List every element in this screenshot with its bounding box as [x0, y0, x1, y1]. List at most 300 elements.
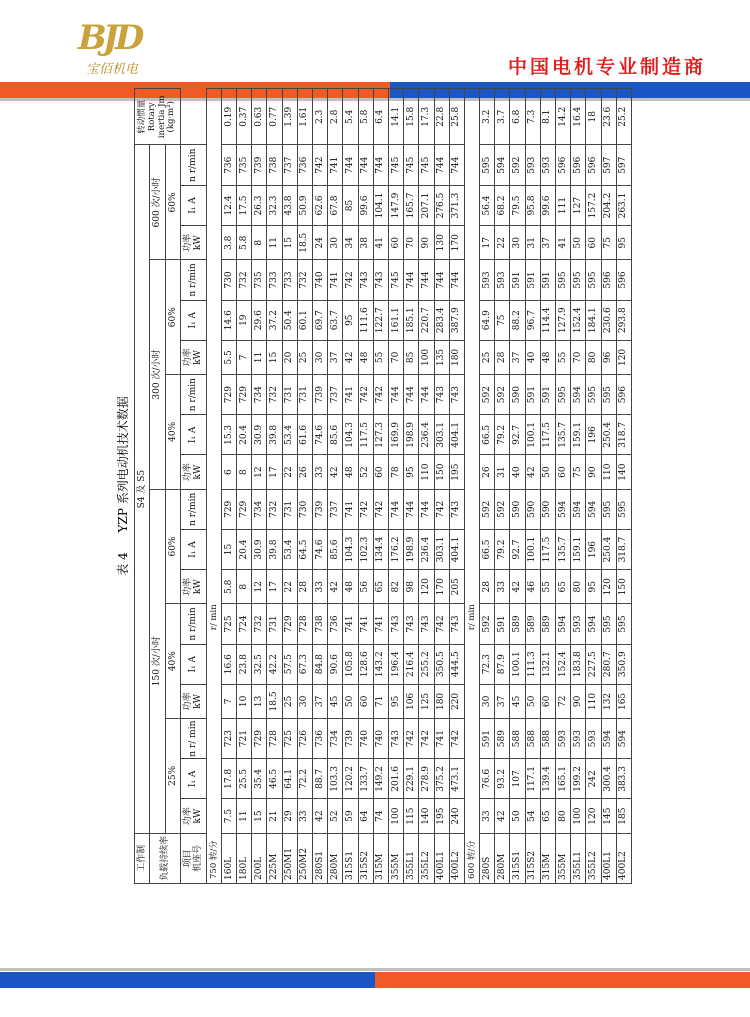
- value-cell: 37: [510, 340, 525, 374]
- value-cell: 723: [221, 719, 236, 759]
- value-cell: 78: [388, 455, 403, 489]
- value-cell: 41: [556, 226, 571, 260]
- inertia-cell: 18: [586, 89, 601, 146]
- value-cell: 740: [313, 260, 328, 300]
- value-cell: 135.7: [556, 529, 571, 569]
- value-cell: 593: [556, 719, 571, 759]
- inertia-cell: 6.4: [373, 89, 388, 146]
- inertia-cell: 25.2: [616, 89, 631, 146]
- value-cell: 117.5: [358, 415, 373, 455]
- unit-header-speed: n r/min: [181, 145, 207, 185]
- value-cell: 60: [556, 455, 571, 489]
- unit-header-power: 功率 kW: [181, 570, 207, 604]
- value-cell: 11: [267, 226, 282, 260]
- table-row: [373, 89, 388, 884]
- value-cell: 744: [419, 260, 434, 300]
- value-cell: 132: [601, 684, 616, 718]
- table-row: [404, 89, 419, 884]
- value-cell: 595: [616, 489, 631, 529]
- value-cell: 591: [525, 260, 540, 300]
- value-cell: 59: [343, 799, 358, 833]
- value-cell: 734: [252, 375, 267, 415]
- value-cell: 90: [571, 684, 586, 718]
- table-row: [586, 89, 601, 884]
- value-cell: 50: [510, 799, 525, 833]
- value-cell: 26: [480, 455, 495, 489]
- value-cell: 595: [586, 260, 601, 300]
- model-cell: 355L2: [586, 833, 601, 883]
- value-cell: 161.1: [388, 300, 403, 340]
- inertia-cell: 5.8: [358, 89, 373, 146]
- value-cell: 597: [616, 145, 631, 185]
- value-cell: 102.3: [358, 529, 373, 569]
- value-cell: 588: [510, 719, 525, 759]
- value-cell: 728: [267, 719, 282, 759]
- value-cell: 38: [358, 226, 373, 260]
- value-cell: 732: [252, 604, 267, 644]
- value-cell: 227.5: [586, 644, 601, 684]
- value-cell: 92.7: [510, 415, 525, 455]
- value-cell: 95: [586, 570, 601, 604]
- table-row: [480, 89, 495, 884]
- model-cell: 400L1: [601, 833, 616, 883]
- value-cell: 100.1: [510, 644, 525, 684]
- value-cell: 8: [252, 226, 267, 260]
- value-cell: 742: [434, 489, 449, 529]
- value-cell: 159.1: [571, 415, 586, 455]
- inertia-cell: 2.3: [313, 89, 328, 146]
- value-cell: 318.7: [616, 529, 631, 569]
- value-cell: 721: [237, 719, 252, 759]
- value-cell: 45: [328, 684, 343, 718]
- value-cell: 35.4: [252, 759, 267, 799]
- value-cell: 7: [221, 684, 236, 718]
- value-cell: 88.7: [313, 759, 328, 799]
- value-cell: 185: [616, 799, 631, 833]
- model-cell: 400L2: [449, 833, 464, 883]
- value-cell: 283.4: [434, 300, 449, 340]
- value-cell: 745: [404, 145, 419, 185]
- value-cell: 69.7: [313, 300, 328, 340]
- value-cell: 52: [328, 799, 343, 833]
- value-cell: 140: [616, 455, 631, 489]
- model-cell: 355L2: [419, 833, 434, 883]
- value-cell: 48: [343, 570, 358, 604]
- unit-header-power: 功率 kW: [181, 340, 207, 374]
- value-cell: 207.1: [419, 185, 434, 225]
- value-cell: 165: [616, 684, 631, 718]
- value-cell: 742: [358, 489, 373, 529]
- value-cell: 134.4: [373, 529, 388, 569]
- s4s5-header: S4 及 S5: [135, 145, 150, 833]
- value-cell: 85.6: [328, 415, 343, 455]
- value-cell: 730: [297, 489, 312, 529]
- value-cell: 740: [373, 719, 388, 759]
- value-cell: 592: [480, 375, 495, 415]
- section-label: [206, 89, 221, 884]
- value-cell: 734: [328, 719, 343, 759]
- bottom-divider: [0, 968, 750, 971]
- value-cell: 593: [495, 260, 510, 300]
- value-cell: 150: [434, 455, 449, 489]
- value-cell: 128.6: [358, 644, 373, 684]
- value-cell: 404.1: [449, 415, 464, 455]
- section-750: [206, 89, 221, 884]
- unit-header-power: 功率 kW: [181, 684, 207, 718]
- inertia-cell: 0.19: [221, 89, 236, 146]
- value-cell: 198.9: [404, 415, 419, 455]
- value-cell: 28: [480, 570, 495, 604]
- value-cell: 371.3: [449, 185, 464, 225]
- unit-header-power: 功率 kW: [181, 226, 207, 260]
- unit-header-speed: n r/ min: [181, 719, 207, 759]
- value-cell: 590: [525, 489, 540, 529]
- value-cell: 32.5: [252, 644, 267, 684]
- value-cell: 742: [404, 719, 419, 759]
- value-cell: 236.4: [419, 415, 434, 455]
- value-cell: 105.8: [343, 644, 358, 684]
- value-cell: 589: [495, 719, 510, 759]
- model-cell: 225M: [267, 833, 282, 883]
- value-cell: 741: [328, 145, 343, 185]
- duty-60-header: 60%: [165, 145, 180, 260]
- unit-header-current: I₁ A: [181, 415, 207, 455]
- value-cell: 593: [540, 145, 555, 185]
- value-cell: 594: [495, 145, 510, 185]
- value-cell: 589: [540, 604, 555, 644]
- value-cell: 589: [510, 604, 525, 644]
- value-cell: 100: [388, 799, 403, 833]
- value-cell: 180: [449, 340, 464, 374]
- value-cell: 404.1: [449, 529, 464, 569]
- value-cell: 60: [373, 455, 388, 489]
- value-cell: 46.5: [267, 759, 282, 799]
- value-cell: 60: [540, 684, 555, 718]
- value-cell: 120.2: [343, 759, 358, 799]
- value-cell: 595: [480, 145, 495, 185]
- value-cell: 17: [267, 455, 282, 489]
- value-cell: 742: [313, 145, 328, 185]
- value-cell: 65: [373, 570, 388, 604]
- value-cell: 14.6: [221, 300, 236, 340]
- value-cell: 60: [586, 226, 601, 260]
- value-cell: 67.8: [328, 185, 343, 225]
- value-cell: 93.2: [495, 759, 510, 799]
- value-cell: 5.8: [237, 226, 252, 260]
- logo-subtitle: 宝佰机电: [86, 62, 139, 77]
- value-cell: 743: [358, 260, 373, 300]
- value-cell: 726: [297, 719, 312, 759]
- unit-header-power: 功率 kW: [181, 799, 207, 833]
- table-row: [252, 89, 267, 884]
- value-cell: 25: [480, 340, 495, 374]
- table-row: [358, 89, 373, 884]
- value-cell: 43.8: [282, 185, 297, 225]
- value-cell: 139.4: [540, 759, 555, 799]
- value-cell: 60: [388, 226, 403, 260]
- value-cell: 742: [343, 260, 358, 300]
- value-cell: 729: [237, 375, 252, 415]
- inertia-cell: 1.39: [282, 89, 297, 146]
- value-cell: 595: [556, 260, 571, 300]
- value-cell: 72.2: [297, 759, 312, 799]
- value-cell: 30: [313, 340, 328, 374]
- value-cell: 318.7: [616, 415, 631, 455]
- model-cell: 315S2: [525, 833, 540, 883]
- value-cell: 596: [616, 375, 631, 415]
- value-cell: 135: [434, 340, 449, 374]
- section-unit: r/ min: [208, 604, 219, 631]
- value-cell: 741: [328, 260, 343, 300]
- value-cell: 106: [404, 684, 419, 718]
- value-cell: 276.5: [434, 185, 449, 225]
- table-row: [419, 89, 434, 884]
- value-cell: 120: [419, 570, 434, 604]
- value-cell: 127.9: [556, 300, 571, 340]
- value-cell: 11: [252, 340, 267, 374]
- value-cell: 236.4: [419, 529, 434, 569]
- value-cell: 99.6: [540, 185, 555, 225]
- value-cell: 731: [267, 604, 282, 644]
- value-cell: 30: [510, 226, 525, 260]
- value-cell: 590: [510, 489, 525, 529]
- value-cell: 39.8: [267, 415, 282, 455]
- table-title: YZP 系列电动机技术数据: [116, 396, 130, 533]
- value-cell: 595: [571, 260, 586, 300]
- unit-header-power: 功率 kW: [181, 455, 207, 489]
- table-row: [434, 89, 449, 884]
- value-cell: 42: [328, 570, 343, 604]
- value-cell: 95: [388, 684, 403, 718]
- value-cell: 39.8: [267, 529, 282, 569]
- value-cell: 66.5: [480, 415, 495, 455]
- value-cell: 201.6: [388, 759, 403, 799]
- value-cell: 731: [282, 489, 297, 529]
- motor-data-table: [134, 88, 632, 884]
- value-cell: 729: [221, 375, 236, 415]
- inertia-cell: 8.1: [540, 89, 555, 146]
- value-cell: 79.2: [495, 415, 510, 455]
- value-cell: 594: [571, 375, 586, 415]
- value-cell: 72.3: [480, 644, 495, 684]
- value-cell: 738: [267, 145, 282, 185]
- value-cell: 85: [343, 185, 358, 225]
- value-cell: 53.4: [282, 415, 297, 455]
- value-cell: 79.2: [495, 529, 510, 569]
- value-cell: 736: [328, 604, 343, 644]
- value-cell: 42: [525, 455, 540, 489]
- value-cell: 74.6: [313, 529, 328, 569]
- value-cell: 593: [571, 604, 586, 644]
- value-cell: 152.4: [571, 300, 586, 340]
- value-cell: 594: [586, 604, 601, 644]
- value-cell: 280.7: [601, 644, 616, 684]
- value-cell: 90.6: [328, 644, 343, 684]
- table-row: [616, 89, 631, 884]
- value-cell: 42: [328, 455, 343, 489]
- value-cell: 135.7: [556, 415, 571, 455]
- value-cell: 729: [282, 604, 297, 644]
- value-cell: 591: [480, 719, 495, 759]
- value-cell: 739: [252, 145, 267, 185]
- table-row: [328, 89, 343, 884]
- value-cell: 588: [540, 719, 555, 759]
- value-cell: 140: [419, 799, 434, 833]
- value-cell: 263.1: [616, 185, 631, 225]
- model-header: 机座号: [193, 844, 204, 872]
- value-cell: 6: [221, 455, 236, 489]
- value-cell: 738: [313, 604, 328, 644]
- value-cell: 54: [525, 799, 540, 833]
- value-cell: 733: [282, 260, 297, 300]
- value-cell: 19: [237, 300, 252, 340]
- value-cell: 3.8: [221, 226, 236, 260]
- header-row-workmode: [135, 89, 150, 884]
- value-cell: 120: [586, 799, 601, 833]
- section-unit: r/ min: [466, 604, 477, 631]
- value-cell: 590: [510, 375, 525, 415]
- value-cell: 742: [449, 719, 464, 759]
- value-cell: 75: [495, 300, 510, 340]
- value-cell: 25.5: [237, 759, 252, 799]
- value-cell: 26: [297, 455, 312, 489]
- value-cell: 132.1: [540, 644, 555, 684]
- value-cell: 42: [313, 799, 328, 833]
- value-cell: 303.1: [434, 415, 449, 455]
- table-number: 表 4: [116, 552, 130, 576]
- table-row: [388, 89, 403, 884]
- value-cell: 50: [571, 226, 586, 260]
- table-row: [449, 89, 464, 884]
- model-cell: 280M: [495, 833, 510, 883]
- value-cell: 17: [480, 226, 495, 260]
- value-cell: 133.7: [358, 759, 373, 799]
- duty-40-header: 40%: [165, 604, 180, 719]
- value-cell: 30: [297, 684, 312, 718]
- value-cell: 593: [480, 260, 495, 300]
- value-cell: 23.8: [237, 644, 252, 684]
- value-cell: 61.6: [297, 415, 312, 455]
- value-cell: 159.1: [571, 529, 586, 569]
- value-cell: 96: [601, 340, 616, 374]
- value-cell: 95: [616, 226, 631, 260]
- value-cell: 303.1: [434, 529, 449, 569]
- value-cell: 741: [373, 604, 388, 644]
- value-cell: 157.2: [586, 185, 601, 225]
- value-cell: 120: [601, 570, 616, 604]
- value-cell: 596: [601, 260, 616, 300]
- value-cell: 152.4: [556, 644, 571, 684]
- value-cell: 169.9: [388, 415, 403, 455]
- value-cell: 50.4: [282, 300, 297, 340]
- inertia-cell: 0.37: [237, 89, 252, 146]
- value-cell: 185.1: [404, 300, 419, 340]
- value-cell: 592: [480, 489, 495, 529]
- value-cell: 143.2: [373, 644, 388, 684]
- value-cell: 117.5: [540, 415, 555, 455]
- section-label: [464, 89, 479, 884]
- value-cell: 744: [404, 489, 419, 529]
- value-cell: 104.3: [343, 529, 358, 569]
- load-rate-header: 负载持续率: [150, 833, 181, 883]
- value-cell: 592: [510, 145, 525, 185]
- inertia-cell: 5.4: [343, 89, 358, 146]
- value-cell: 8: [237, 455, 252, 489]
- inertia-cell: 2.8: [328, 89, 343, 146]
- value-cell: 21: [267, 799, 282, 833]
- value-cell: 65: [540, 799, 555, 833]
- value-cell: 591: [540, 375, 555, 415]
- value-cell: 64: [358, 799, 373, 833]
- value-cell: 725: [221, 604, 236, 644]
- value-cell: 40: [510, 455, 525, 489]
- inertia-cell: 3.7: [495, 89, 510, 146]
- value-cell: 15: [267, 340, 282, 374]
- value-cell: 100.1: [525, 529, 540, 569]
- value-cell: 589: [525, 604, 540, 644]
- value-cell: 743: [449, 604, 464, 644]
- value-cell: 90: [586, 455, 601, 489]
- value-cell: 724: [237, 604, 252, 644]
- value-cell: 48: [540, 340, 555, 374]
- value-cell: 66.5: [480, 529, 495, 569]
- starts-600-header: 600 次/小时: [150, 145, 165, 260]
- section-speed: 600 转/分: [466, 840, 477, 879]
- value-cell: 41: [373, 226, 388, 260]
- bottom-bar-blue: [0, 972, 375, 988]
- value-cell: 122.7: [373, 300, 388, 340]
- value-cell: 725: [282, 719, 297, 759]
- value-cell: 17.5: [237, 185, 252, 225]
- table-row: [237, 89, 252, 884]
- value-cell: 22: [282, 455, 297, 489]
- unit-header-current: I₁ A: [181, 644, 207, 684]
- value-cell: 737: [282, 145, 297, 185]
- logo-letters: BJD: [78, 18, 141, 58]
- unit-header-speed: n r/min: [181, 260, 207, 300]
- value-cell: 24: [313, 226, 328, 260]
- value-cell: 31: [525, 226, 540, 260]
- value-cell: 737: [328, 489, 343, 529]
- unit-header-current: I₁ A: [181, 185, 207, 225]
- value-cell: 95: [404, 455, 419, 489]
- value-cell: 17: [267, 570, 282, 604]
- value-cell: 29.6: [252, 300, 267, 340]
- value-cell: 7.5: [221, 799, 236, 833]
- section-600: [464, 89, 479, 884]
- value-cell: 742: [373, 375, 388, 415]
- value-cell: 42: [495, 799, 510, 833]
- value-cell: 742: [434, 604, 449, 644]
- header-row-units: [181, 89, 207, 884]
- value-cell: 50: [525, 684, 540, 718]
- table-row: [297, 89, 312, 884]
- model-cell: 355L1: [404, 833, 419, 883]
- value-cell: 242: [586, 759, 601, 799]
- value-cell: 52: [358, 455, 373, 489]
- value-cell: 75: [571, 455, 586, 489]
- value-cell: 10: [237, 684, 252, 718]
- value-cell: 728: [297, 604, 312, 644]
- value-cell: 592: [480, 604, 495, 644]
- value-cell: 216.4: [404, 644, 419, 684]
- value-cell: 729: [237, 489, 252, 529]
- value-cell: 63.7: [328, 300, 343, 340]
- table-row: [510, 89, 525, 884]
- value-cell: 732: [267, 375, 282, 415]
- value-cell: 42: [510, 570, 525, 604]
- inertia-cell: 23.6: [601, 89, 616, 146]
